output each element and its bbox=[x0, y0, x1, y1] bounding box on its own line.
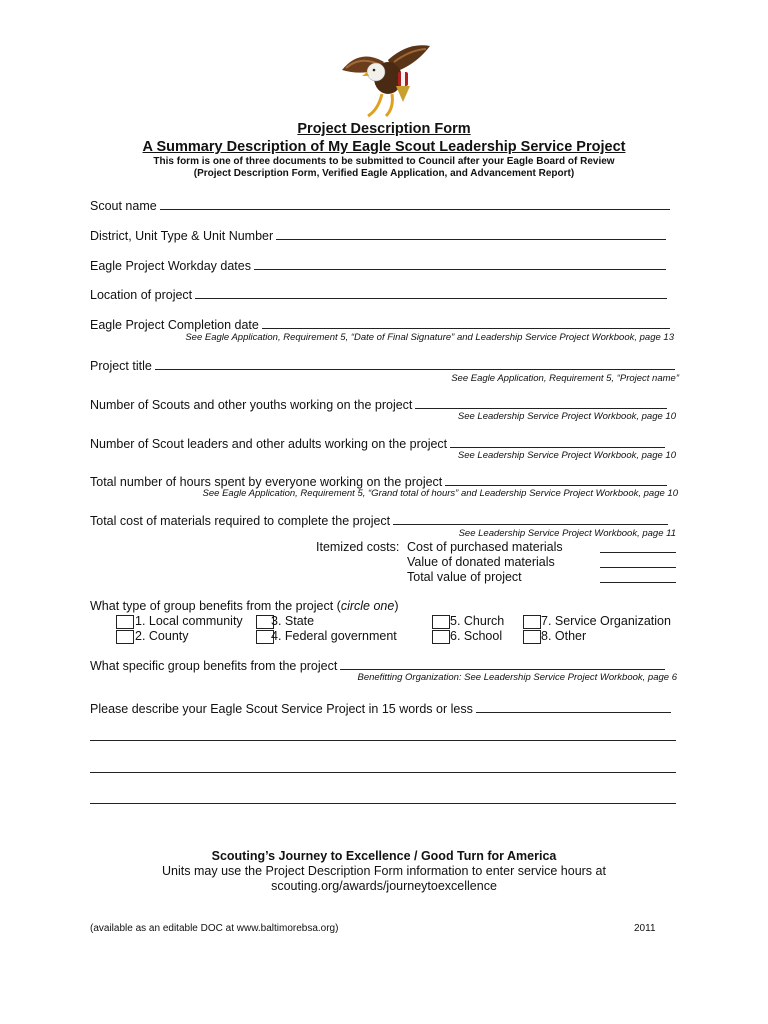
checkbox-church[interactable] bbox=[432, 615, 450, 629]
location-field[interactable] bbox=[90, 287, 667, 302]
district-label: District, Unit Type & Unit Number bbox=[90, 229, 274, 243]
itemized-costs-label: Itemized costs: bbox=[316, 540, 400, 554]
option-local-community: 1. Local community bbox=[135, 614, 243, 628]
option-state: 3. State bbox=[271, 614, 315, 628]
option-other: 8. Other bbox=[541, 629, 587, 643]
workday-dates-line[interactable] bbox=[254, 258, 666, 270]
location-line[interactable] bbox=[195, 287, 667, 299]
journey-url: scouting.org/awards/journeytoexcellence bbox=[271, 879, 497, 893]
checkbox-school[interactable] bbox=[432, 630, 450, 644]
option-church: 5. Church bbox=[450, 614, 505, 628]
project-title-label: Project title bbox=[90, 359, 152, 373]
hours-label: Total number of hours spent by everyone working on the project bbox=[90, 475, 443, 489]
workday-dates-label: Eagle Project Workday dates bbox=[90, 259, 251, 273]
purchased-materials-label: Cost of purchased materials bbox=[407, 540, 563, 554]
describe-project-label: Please describe your Eagle Scout Service Project in 15 words or less bbox=[90, 702, 473, 716]
youths-line[interactable] bbox=[415, 397, 667, 409]
eagle-logo bbox=[338, 40, 432, 118]
adults-field[interactable] bbox=[90, 436, 665, 451]
hours-field[interactable] bbox=[90, 474, 667, 489]
form-subtitle-heading: A Summary Description of My Eagle Scout Leadership Service Project bbox=[142, 139, 626, 155]
youths-note: See Leadership Service Project Workbook, page 10 bbox=[457, 411, 676, 422]
units-note: Units may use the Project Description Form information to enter service hours at bbox=[162, 864, 606, 878]
project-title-note: See Eagle Application, Requirement 5, “Project name” bbox=[451, 373, 679, 384]
cost-label: Total cost of materials required to complete the project bbox=[90, 514, 391, 528]
journey-heading: Scouting’s Journey to Excellence / Good Turn for America bbox=[211, 849, 557, 863]
total-value-line[interactable] bbox=[600, 571, 676, 583]
project-title-field[interactable] bbox=[90, 358, 675, 373]
youths-label: Number of Scouts and other youths working on the project bbox=[90, 398, 413, 412]
completion-date-line[interactable] bbox=[262, 317, 670, 329]
checkbox-county[interactable] bbox=[116, 630, 134, 644]
district-field[interactable] bbox=[90, 228, 666, 243]
hours-note: See Eagle Application, Requirement 5, “Grand total of hours” and Leadership Service Project Workbook, page 10 bbox=[202, 488, 678, 499]
option-service-organization: 7. Service Organization bbox=[541, 614, 671, 628]
cost-note: See Leadership Service Project Workbook, page 11 bbox=[458, 528, 676, 539]
youths-field[interactable] bbox=[90, 397, 667, 412]
completion-date-field[interactable] bbox=[90, 317, 670, 332]
specific-group-label: What specific group benefits from the project bbox=[90, 659, 338, 673]
form-title: Project Description Form bbox=[297, 121, 471, 137]
adults-label: Number of Scout leaders and other adults working on the project bbox=[90, 437, 448, 451]
specific-group-line[interactable] bbox=[340, 658, 665, 670]
group-type-question-italic: circle one bbox=[340, 599, 395, 613]
scout-name-line[interactable] bbox=[160, 198, 670, 210]
option-federal-government: 4. Federal government bbox=[271, 629, 397, 643]
checkbox-local-community[interactable] bbox=[116, 615, 134, 629]
checkbox-other[interactable] bbox=[523, 630, 541, 644]
cost-line[interactable] bbox=[393, 513, 668, 525]
purchased-materials-line[interactable] bbox=[600, 541, 676, 553]
completion-date-note: See Eagle Application, Requirement 5, “Date of Final Signature” and Leadership Service Project Workbook, page 13 bbox=[185, 332, 674, 343]
checkbox-service-organization[interactable] bbox=[523, 615, 541, 629]
specific-group-field[interactable] bbox=[90, 658, 665, 673]
submission-note: This form is one of three documents to be submitted to Council after your Eagle Board of Review bbox=[153, 156, 615, 167]
specific-group-note: Benefitting Organization: See Leadership Service Project Workbook, page 6 bbox=[357, 672, 677, 683]
description-line-3[interactable] bbox=[90, 803, 676, 804]
group-type-question bbox=[90, 599, 399, 613]
hours-line[interactable] bbox=[445, 474, 667, 486]
scout-name-field[interactable] bbox=[90, 198, 670, 213]
availability-note: (available as an editable DOC at www.baltimorebsa.org) bbox=[90, 923, 339, 934]
district-line[interactable] bbox=[276, 228, 666, 240]
total-value-label: Total value of project bbox=[407, 570, 522, 584]
option-school: 6. School bbox=[450, 629, 503, 643]
adults-note: See Leadership Service Project Workbook, page 10 bbox=[457, 450, 676, 461]
location-label: Location of project bbox=[90, 288, 193, 302]
document-list-note: (Project Description Form, Verified Eagle Application, and Advancement Report) bbox=[193, 168, 575, 179]
donated-materials-line[interactable] bbox=[600, 556, 676, 568]
group-type-question-prefix: What type of group benefits from the project ( bbox=[90, 599, 341, 613]
description-line-2[interactable] bbox=[90, 772, 676, 773]
adults-line[interactable] bbox=[450, 436, 665, 448]
workday-dates-field[interactable] bbox=[90, 258, 666, 273]
donated-materials-label: Value of donated materials bbox=[407, 555, 555, 569]
describe-project-line[interactable] bbox=[476, 701, 671, 713]
project-title-line[interactable] bbox=[155, 358, 675, 370]
option-county: 2. County bbox=[135, 629, 189, 643]
cost-field[interactable] bbox=[90, 513, 668, 528]
group-type-question-suffix: ) bbox=[394, 599, 399, 613]
description-line-1[interactable] bbox=[90, 740, 676, 741]
describe-project-field[interactable] bbox=[90, 701, 671, 716]
scout-name-label: Scout name bbox=[90, 199, 157, 213]
completion-date-label: Eagle Project Completion date bbox=[90, 318, 259, 332]
form-year: 2011 bbox=[634, 923, 656, 934]
